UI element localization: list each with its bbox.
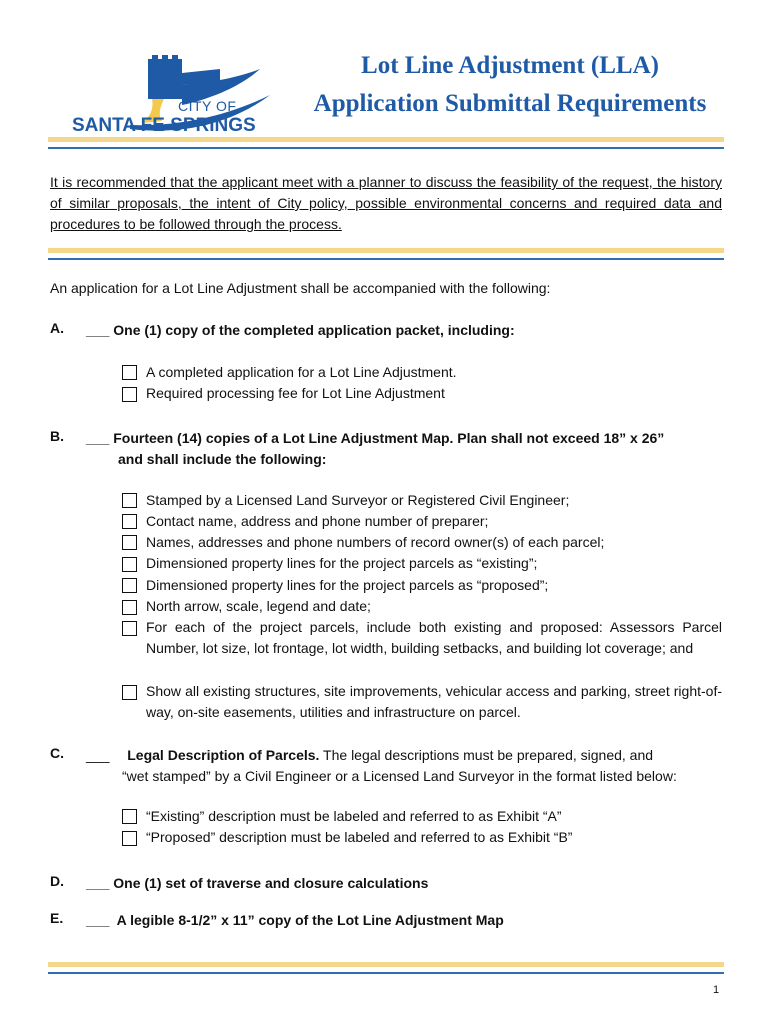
footer-divider	[48, 962, 724, 974]
section-c-heading-rest: The legal descriptions must be prepared, signed, and	[319, 747, 654, 763]
lead-paragraph: An application for a Lot Line Adjustment shall be accompanied with the following:	[50, 280, 551, 296]
section-c-heading-cont: “wet stamped” by a Civil Engineer or a Licensed Land Surveyor in the format listed below:	[122, 768, 677, 784]
header-divider	[48, 137, 724, 149]
list-item: North arrow, scale, legend and date;	[146, 598, 371, 614]
list-item: Show all existing structures, site improvements, vehicular access and parking, street right-of-way, on-site easements, utilities and infrastructure on parcel.	[146, 683, 722, 720]
list-item: Required processing fee for Lot Line Adjustment	[146, 385, 445, 401]
list-item: Names, addresses and phone numbers of record owner(s) of each parcel;	[146, 534, 605, 550]
checkbox[interactable]	[122, 831, 137, 846]
document-subtitle: Application Submittal Requirements	[313, 90, 707, 117]
list-item: Dimensioned property lines for the project parcels as “proposed”;	[146, 577, 549, 593]
checkbox[interactable]	[122, 600, 137, 615]
checkbox[interactable]	[122, 557, 137, 572]
section-b-heading-cont: and shall include the following:	[118, 451, 327, 467]
checkbox[interactable]	[122, 514, 137, 529]
checkbox[interactable]	[122, 621, 137, 636]
list-item: A completed application for a Lot Line Adjustment.	[146, 364, 457, 380]
section-a-heading: ___ One (1) copy of the completed application packet, including:	[86, 322, 515, 338]
page-number: 1	[713, 984, 720, 996]
section-d-heading: ___ One (1) set of traverse and closure calculations	[86, 875, 429, 891]
checkbox[interactable]	[122, 387, 137, 402]
checkbox[interactable]	[122, 493, 137, 508]
checkbox[interactable]	[122, 809, 137, 824]
section-c-blank: ___	[86, 747, 110, 763]
intro-divider	[48, 248, 724, 260]
list-item: “Proposed” description must be labeled and referred to as Exhibit “B”	[146, 829, 573, 845]
section-e-letter: E.	[50, 910, 64, 926]
section-e-heading: ___ A legible 8-1/2” x 11” copy of the Lot Line Adjustment Map	[86, 912, 504, 928]
document-title: Lot Line Adjustment (LLA)	[361, 52, 659, 79]
section-c-heading-bold: Legal Description of Parcels.	[127, 747, 320, 763]
section-b-heading: ___ Fourteen (14) copies of a Lot Line Adjustment Map. Plan shall not exceed 18” x 26”	[86, 430, 665, 446]
city-logo	[70, 55, 285, 140]
logo-city-of: CITY OF	[178, 98, 237, 114]
section-a-letter: A.	[50, 320, 64, 336]
list-item: Contact name, address and phone number of preparer;	[146, 513, 489, 529]
checkbox[interactable]	[122, 365, 137, 380]
checkbox[interactable]	[122, 685, 137, 700]
section-d-letter: D.	[50, 873, 64, 889]
list-item: Stamped by a Licensed Land Surveyor or Registered Civil Engineer;	[146, 492, 570, 508]
section-b-letter: B.	[50, 428, 64, 444]
checkbox[interactable]	[122, 535, 137, 550]
section-c-heading	[86, 745, 722, 766]
intro-paragraph: It is recommended that the applicant meet with a planner to discuss the feasibility of the request, the history of similar proposals, the intent of City policy, possible environmental concerns and required data and procedures to be followed through the process.	[50, 174, 722, 232]
list-item: “Existing” description must be labeled and referred to as Exhibit “A”	[146, 808, 562, 824]
logo-city-name: SANTA FE SPRINGS	[72, 115, 256, 136]
list-item: For each of the project parcels, include both existing and proposed: Assessors Parcel Number, lot size, lot frontage, lot width, building setbacks, and building lot coverage; and	[146, 619, 722, 656]
checkbox[interactable]	[122, 578, 137, 593]
list-item: Dimensioned property lines for the project parcels as “existing”;	[146, 555, 538, 571]
section-c-letter: C.	[50, 745, 64, 761]
